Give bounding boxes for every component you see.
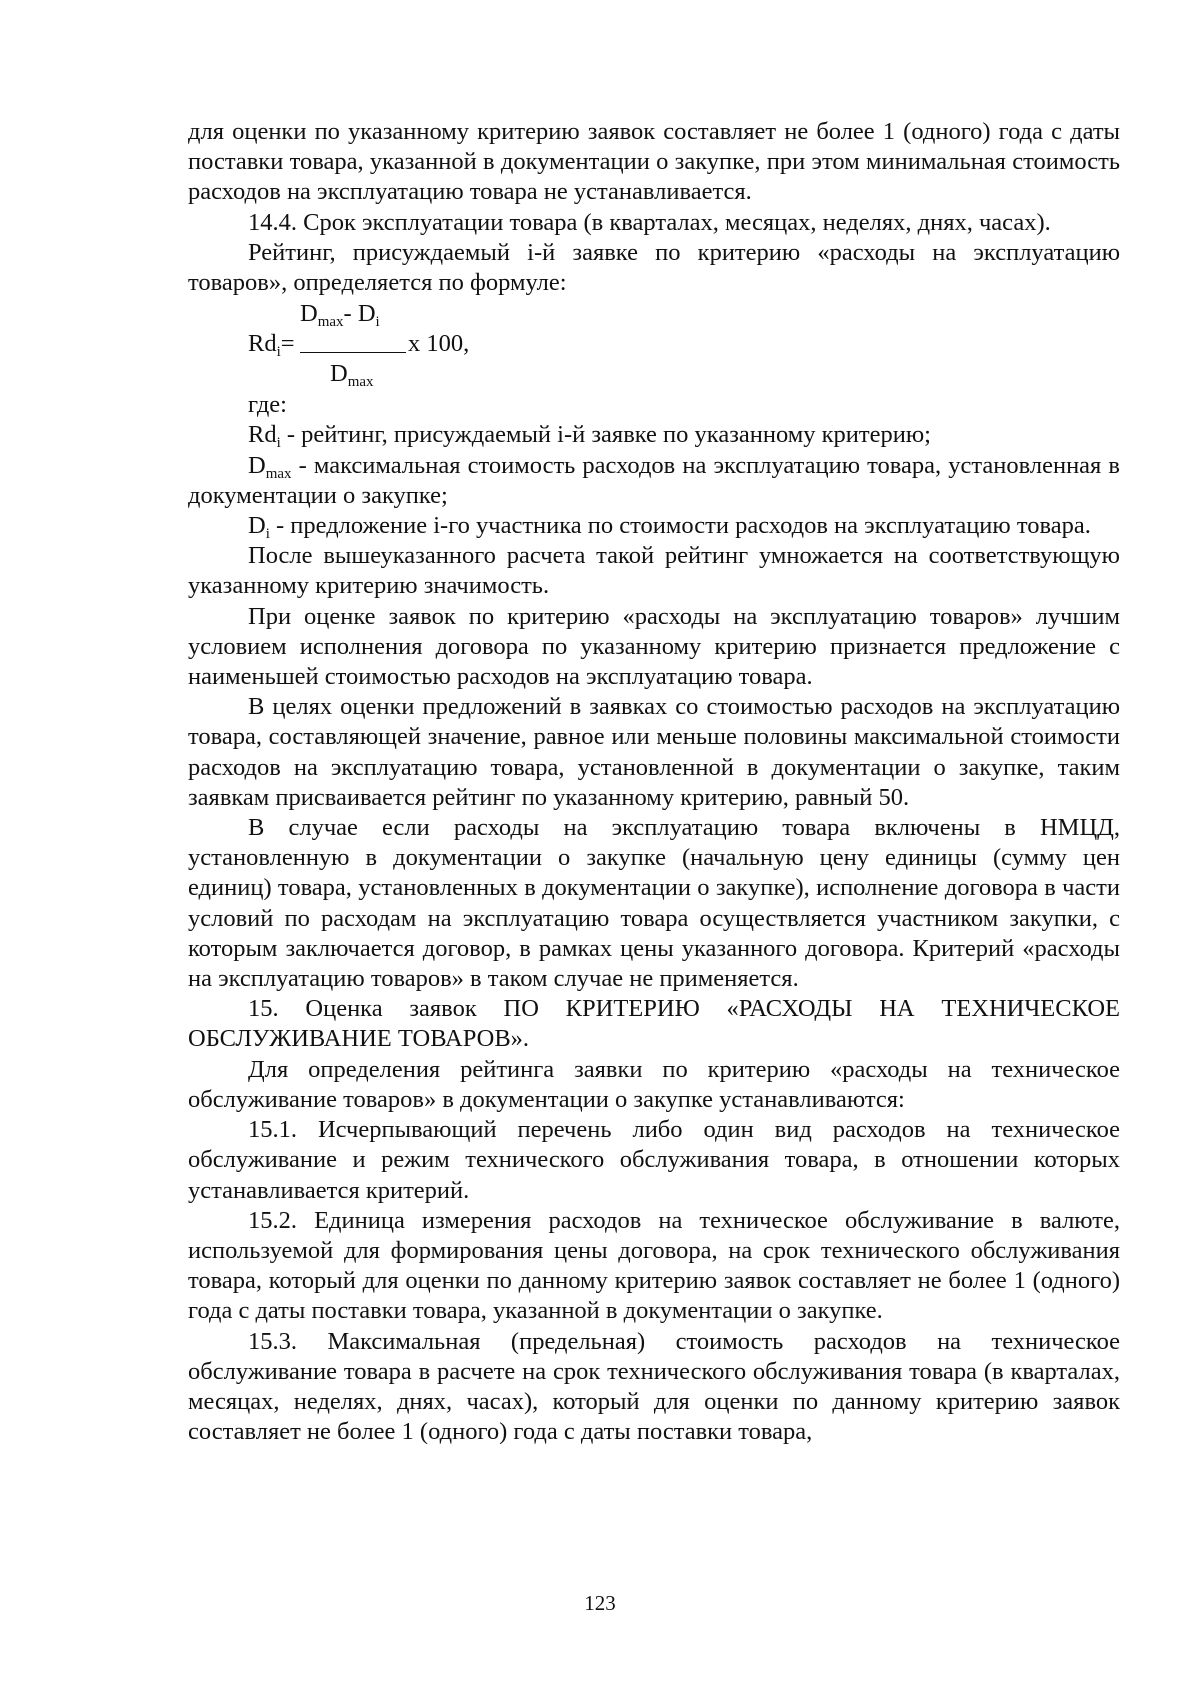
fraction-bar (300, 352, 406, 353)
definition-rdi: $Rd_i$ - рейтинг, присуждаемый i-й заявке по указанному критерию; (248, 421, 931, 452)
paragraph: где: (248, 391, 287, 419)
definition-dmax: $D_{max}$ - максимальная стоимость расходов на эксплуатацию товара, установленная в документации о закупке; (188, 451, 1121, 509)
paragraph: 15.3. Максимальная (предельная) стоимость расходов на техническое обслуживание товара в расчете на срок технического обслуживания товара (в кварталах, месяцах, неделях, днях, часах), который для оценки по данному критерию заявок составляет не более 1 (одного) года с даты поставки товара, (188, 1327, 1120, 1446)
formula-left-side: $Rd_i=$ (248, 330, 295, 361)
paragraph: После вышеуказанного расчета такой рейтинг умножается на соответствующую указанному критерию значимость. (188, 542, 1120, 600)
section-heading: 15. Оценка заявок ПО КРИТЕРИЮ «РАСХОДЫ НА ТЕХНИЧЕСКОЕ ОБСЛУЖИВАНИЕ ТОВАРОВ». (188, 995, 1120, 1053)
paragraph: Для определения рейтинга заявки по критерию «расходы на техническое обслуживание товаров» в документации о закупке устанавливаются: (188, 1055, 1120, 1113)
paragraph: Рейтинг, присуждаемый i-й заявке по критерию «расходы на эксплуатацию товаров», определяется по формуле: (188, 238, 1120, 297)
paragraph: 15.2. Единица измерения расходов на техническое обслуживание в валюте, используемой для формирования цены договора, на срок технического обслуживания товара, который для оценки по данному критерию заявок составляет не более 1 (одного) года с даты поставки товара, указанной в документации о закупке. (188, 1206, 1120, 1325)
paragraph: 14.4. Срок эксплуатации товара (в кварталах, месяцах, неделях, днях, часах). (248, 208, 1051, 236)
formula-numerator: $D_{max}-$ $D_i$ (300, 300, 380, 331)
formula-denominator: $D_{max}$ (330, 360, 374, 391)
paragraph: для оценки по указанному критерию заявок составляет не более 1 (одного) года с даты поставки товара, указанной в документации о закупке, при этом минимальная стоимость расходов на эксплуатацию товара не устанавливается. (188, 118, 1120, 206)
paragraph: В случае если расходы на эксплуатацию товара включены в НМЦД, установленную в документации о закупке (начальную цену единицы (сумму цен единиц) товара, установленных в документации о закупке), исполнение договора в части условий по расходам на эксплуатацию товара осуществляется участником закупки, с которым заключается договор, в рамках цены указанного договора. Критерий «расходы на эксплуатацию товаров» в таком случае не применяется. (188, 814, 1120, 993)
formula-multiplier: x 100, (408, 330, 470, 358)
paragraph: 15.1. Исчерпывающий перечень либо один вид расходов на техническое обслуживание и режим технического обслуживания товара, в отношении которых устанавливается критерий. (188, 1116, 1120, 1204)
page-number: 123 (584, 1591, 616, 1615)
rating-formula (188, 298, 1120, 390)
paragraph: В целях оценки предложений в заявках со стоимостью расходов на эксплуатацию товара, составляющей значение, равное или меньше половины максимальной стоимости расходов на эксплуатацию товара, установленной в документации о закупке, таким заявкам присваивается рейтинг по указанному критерию, равный 50. (188, 693, 1120, 811)
definition-di: $D_i$ - предложение i-го участника по стоимости расходов на эксплуатацию товара. (248, 512, 1091, 543)
document-page (188, 117, 1120, 1447)
paragraph: При оценке заявок по критерию «расходы на эксплуатацию товаров» лучшим условием исполнения договора по указанному критерию признается предложение с наименьшей стоимостью расходов на эксплуатацию товара. (188, 602, 1120, 691)
